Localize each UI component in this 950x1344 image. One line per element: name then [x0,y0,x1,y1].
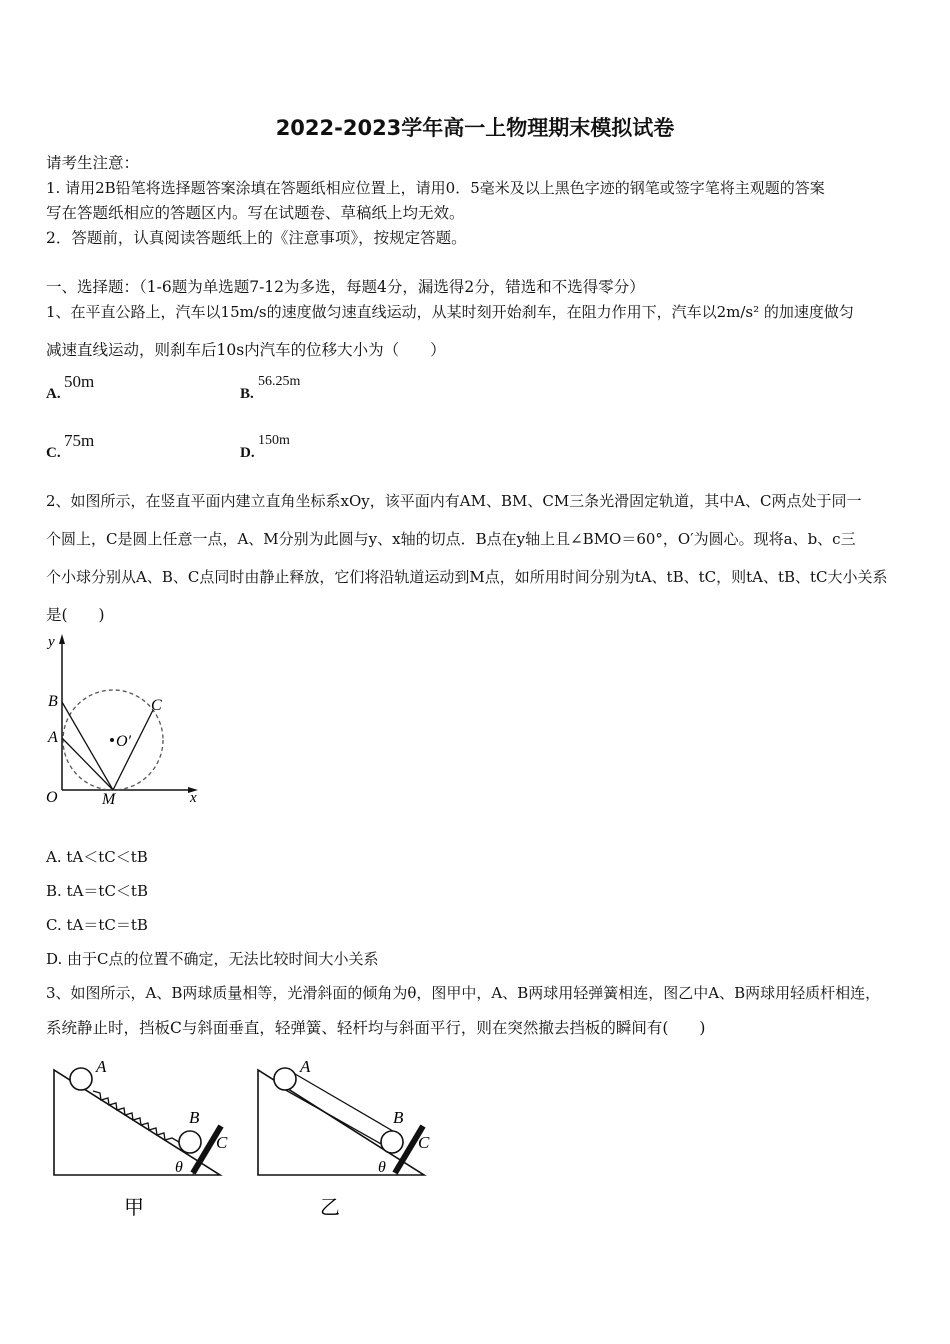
notice-line-1b: 写在答题纸相应的答题区内。写在试题卷、草稿纸上均无效。 [46,204,465,222]
option-value: 150m [258,433,290,448]
label-c: C [418,1133,430,1152]
label-m: M [102,791,116,808]
spring [93,1091,179,1142]
y-axis-arrow [59,634,65,644]
label-b: B [48,693,58,710]
q2-line-3: 个小球分别从A、B、C点同时由静止释放，它们将沿轨道运动到M点，如所用时间分别为tA、tB、tC，则tA、tB、tC大小关系 [46,568,888,586]
q1-line-1: 1、在平直公路上，汽车以15m/s的速度做匀速直线运动，从某时刻开始刹车，在阻力作用下，汽车以2m/s² 的加速度做匀 [46,303,854,321]
q2-choice-a[interactable]: A. tA＜tC＜tB [46,848,148,866]
q3-line-2: 系统静止时，挡板C与斜面垂直，轻弹簧、轻杆均与斜面平行，则在突然撤去挡板的瞬间有( ) [46,1019,706,1037]
q2-choice-c[interactable]: C. tA＝tC＝tB [46,916,148,934]
label-a: A [48,729,58,746]
section-heading: 一、选择题：（1-6题为单选题7-12为多选，每题4分，漏选得2分，错选和不选得零分） [46,278,645,296]
label-theta: θ [175,1159,183,1176]
q2-line-4: 是( ) [46,606,105,624]
ball-a [70,1068,92,1090]
q3-line-1: 3、如图所示，A、B两球质量相等，光滑斜面的倾角为θ，图甲中，A、B两球用轻弹簧相连，图乙中A、B两球用轻质杆相连， [46,984,881,1002]
label-theta: θ [378,1159,386,1176]
ball-a [274,1068,296,1090]
label-b: B [189,1108,200,1127]
notice-line-1a: 1. 请用2B铅笔将选择题答案涂填在答题纸相应位置上，请用0．5毫米及以上黑色字迹的钢笔或签字笔将主观题的答案 [46,179,825,197]
label-a: A [300,1057,311,1076]
track-cm [113,710,153,790]
ball-b [179,1131,201,1153]
q2-coordinate-figure [40,630,210,810]
notice-line-2: 2．答题前，认真阅读答题纸上的《注意事项》，按规定答题。 [46,229,467,247]
q2-line-1: 2、如图所示，在竖直平面内建立直角坐标系xOy，该平面内有AM、BM、CM三条光滑固定轨道，其中A、C两点处于同一 [46,492,862,510]
ball-b [381,1131,403,1153]
label-c: C [151,697,162,714]
label-x: x [190,790,197,806]
center-dot [110,738,114,742]
option-value: 75m [64,431,95,450]
label-center: O′ [116,733,132,750]
q2-choice-d[interactable]: D. 由于C点的位置不确定，无法比较时间大小关系 [46,950,379,968]
notice-heading: 请考生注意： [46,154,140,172]
q1-line-2: 减速直线运动，则刹车后10s内汽车的位移大小为（ ） [46,341,446,359]
label-y: y [48,634,55,650]
option-value: 50m [64,372,95,391]
q3-figure-rod [252,1048,442,1228]
label-c: C [216,1133,228,1152]
option-letter: B. [240,386,254,402]
q2-choice-b[interactable]: B. tA＝tC＜tB [46,882,148,900]
q3-figure-spring [48,1048,238,1228]
option-letter: D. [240,445,255,461]
caption-yi: 乙 [320,1197,340,1219]
label-b: B [393,1108,404,1127]
page-title: 2022-2023学年高一上物理期末模拟试卷 [275,116,675,140]
option-letter: C. [46,445,61,461]
option-letter: A. [46,386,61,402]
option-value: 56.25m [258,374,301,389]
caption-jia: 甲 [124,1197,144,1219]
label-o: O [46,789,58,806]
q2-line-2: 个圆上，C是圆上任意一点，A、M分别为此圆与y、x轴的切点．B点在y轴上且∠BMO＝60°，O′为圆心。现将a、b、c三 [46,530,856,548]
label-a: A [96,1057,107,1076]
